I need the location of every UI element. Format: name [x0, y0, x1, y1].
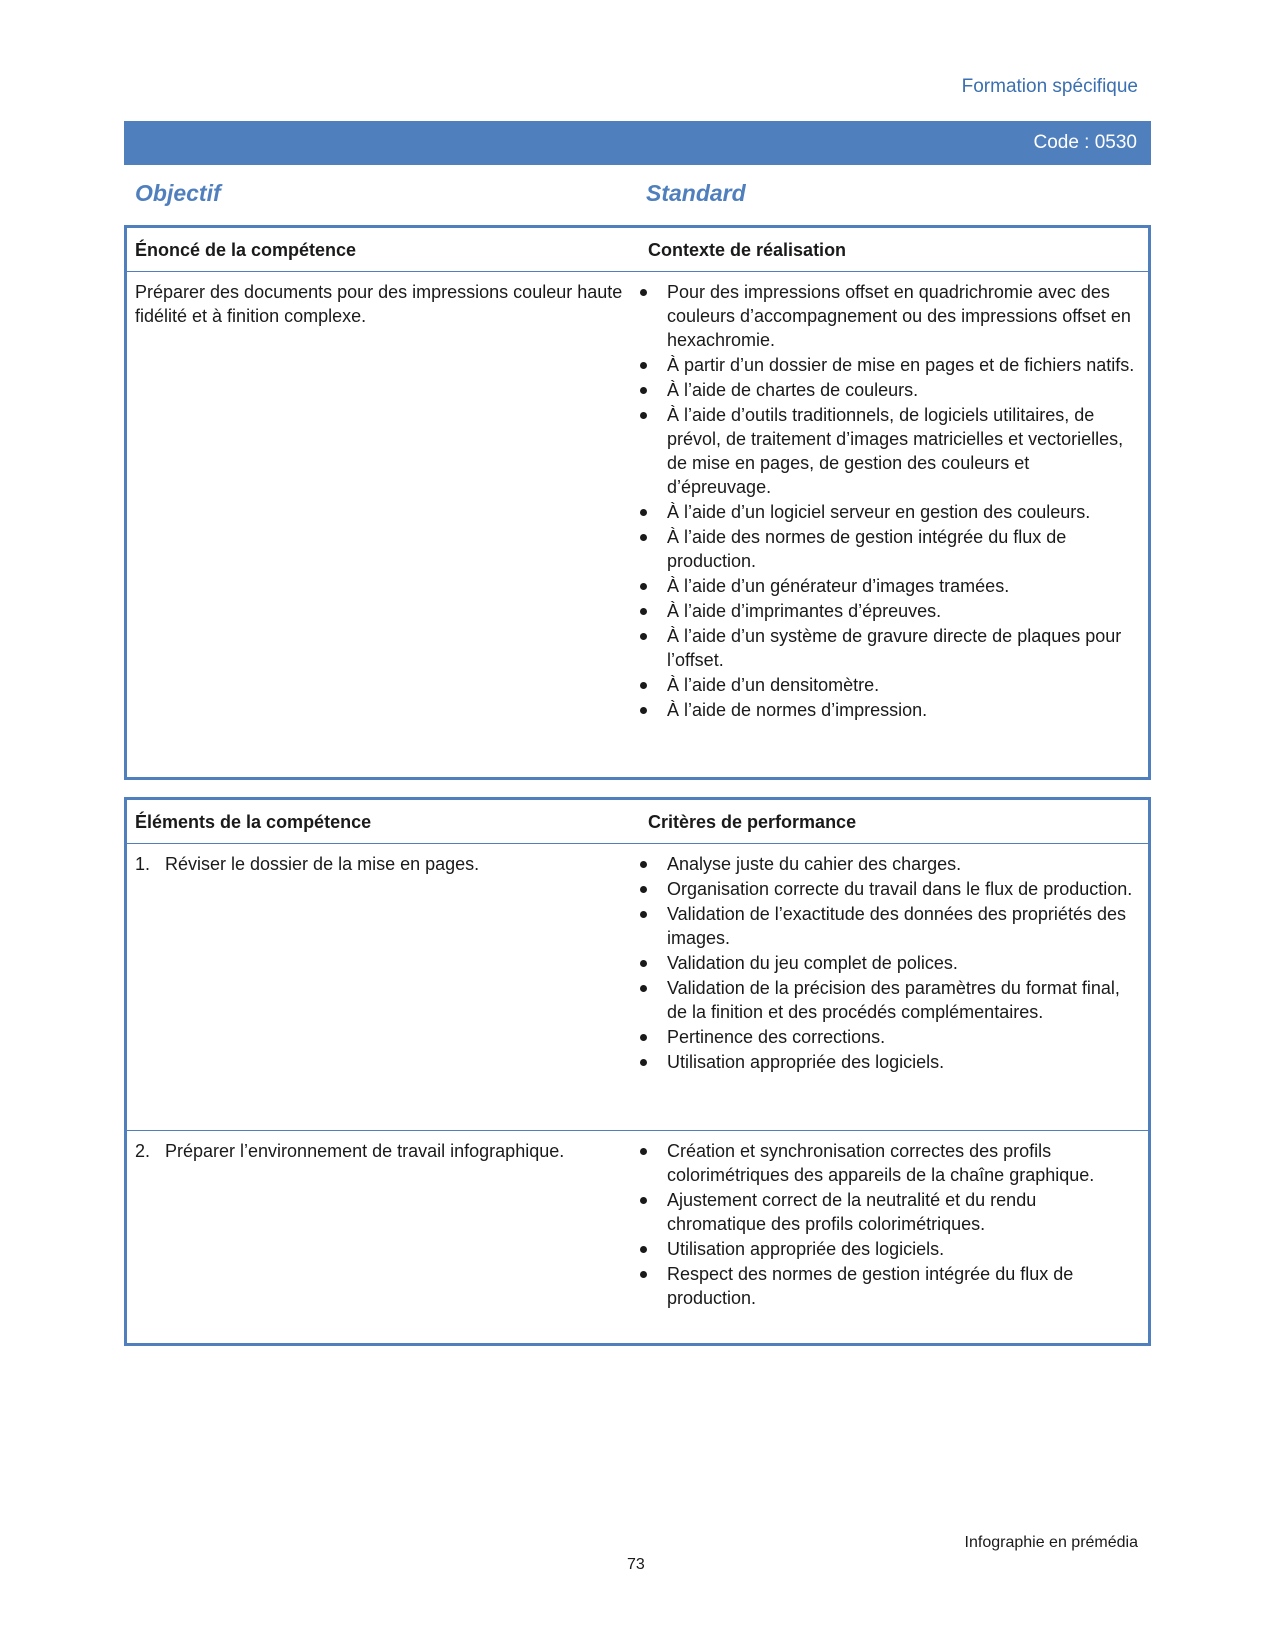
context-item: À l’aide d’outils traditionnels, de logiciels utilitaires, de prévol, de traitement d’images matricielles et vectorielles, de mise en pages, de gestion des couleurs et d’épreuvage.	[637, 403, 1138, 499]
context-list	[637, 280, 1138, 722]
standard-heading: Standard	[646, 180, 746, 206]
bullet-icon	[640, 387, 647, 394]
criteria-item: Utilisation appropriée des logiciels.	[637, 1050, 1138, 1074]
criteria-item: Validation de la précision des paramètres du format final, de la finition et des procédés complémentaires.	[637, 976, 1138, 1024]
competence-row	[127, 272, 1148, 723]
bullet-icon	[640, 1034, 647, 1041]
criteria-list	[637, 852, 1138, 1074]
criteria-item: Pertinence des corrections.	[637, 1025, 1138, 1049]
bullet-icon	[640, 707, 647, 714]
running-head: Formation spécifique	[961, 76, 1138, 97]
bullet-icon	[640, 362, 647, 369]
competence-statement: Préparer des documents pour des impressions couleur haute fidélité et à finition complexe.	[135, 282, 623, 326]
footer-program: Infographie en prémédia	[964, 1534, 1138, 1551]
context-item: Pour des impressions offset en quadrichromie avec des couleurs d’accompagnement ou des impressions offset en hexachromie.	[637, 280, 1138, 352]
elements-table	[124, 797, 1151, 1346]
bullet-icon	[640, 1059, 647, 1066]
criteria-item: Organisation correcte du travail dans le flux de production.	[637, 877, 1138, 901]
criteria-item: Validation de l’exactitude des données des propriétés des images.	[637, 902, 1138, 950]
context-item: À l’aide de chartes de couleurs.	[637, 378, 1138, 402]
criteria-item: Création et synchronisation correctes des profils colorimétriques des appareils de la chaîne graphique.	[637, 1139, 1138, 1187]
bullet-icon	[640, 911, 647, 918]
elements-table-header	[127, 800, 1148, 844]
context-item: À l’aide des normes de gestion intégrée du flux de production.	[637, 525, 1138, 573]
objectif-heading: Objectif	[135, 180, 221, 206]
bullet-icon	[640, 1271, 647, 1278]
code-bar	[124, 121, 1151, 165]
element-row	[127, 1130, 1148, 1311]
bullet-icon	[640, 509, 647, 516]
context-item: À l’aide d’un générateur d’images tramées.	[637, 574, 1138, 598]
criteria-item: Utilisation appropriée des logiciels.	[637, 1237, 1138, 1261]
criteria-item: Analyse juste du cahier des charges.	[637, 852, 1138, 876]
context-item: À l’aide d’un logiciel serveur en gestion des couleurs.	[637, 500, 1138, 524]
competency-code: Code : 0530	[1033, 132, 1137, 153]
bullet-icon	[640, 886, 647, 893]
bullet-icon	[640, 861, 647, 868]
bullet-icon	[640, 682, 647, 689]
bullet-icon	[640, 1246, 647, 1253]
context-item: À l’aide de normes d’impression.	[637, 698, 1138, 722]
bullet-icon	[640, 534, 647, 541]
bullet-icon	[640, 583, 647, 590]
context-item: À l’aide d’imprimantes d’épreuves.	[637, 599, 1138, 623]
column-headings	[135, 180, 1151, 210]
elements-heading: Éléments de la compétence	[135, 812, 372, 832]
competence-table	[124, 225, 1151, 780]
criteria-item: Validation du jeu complet de polices.	[637, 951, 1138, 975]
competence-table-header	[127, 228, 1148, 272]
criteria-item: Ajustement correct de la neutralité et du rendu chromatique des profils colorimétriques.	[637, 1188, 1138, 1236]
bullet-icon	[640, 289, 647, 296]
bullet-icon	[640, 960, 647, 967]
bullet-icon	[640, 985, 647, 992]
criteria-item: Respect des normes de gestion intégrée du flux de production.	[637, 1262, 1138, 1310]
page-number: 73	[627, 1556, 645, 1573]
context-item: À l’aide d’un système de gravure directe de plaques pour l’offset.	[637, 624, 1138, 672]
bullet-icon	[640, 1197, 647, 1204]
element-row	[127, 844, 1148, 1130]
enonce-heading: Énoncé de la compétence	[135, 240, 357, 260]
bullet-icon	[640, 608, 647, 615]
bullet-icon	[640, 412, 647, 419]
criteria-list	[637, 1139, 1138, 1310]
criteres-heading: Critères de performance	[648, 812, 857, 832]
bullet-icon	[640, 1148, 647, 1155]
context-item: À l’aide d’un densitomètre.	[637, 673, 1138, 697]
context-item: À partir d’un dossier de mise en pages et de fichiers natifs.	[637, 353, 1138, 377]
bullet-icon	[640, 633, 647, 640]
element-item: 2. Préparer l’environnement de travail infographique.	[135, 1141, 565, 1161]
contexte-heading: Contexte de réalisation	[648, 240, 847, 260]
element-item: 1. Réviser le dossier de la mise en pages.	[135, 854, 480, 874]
